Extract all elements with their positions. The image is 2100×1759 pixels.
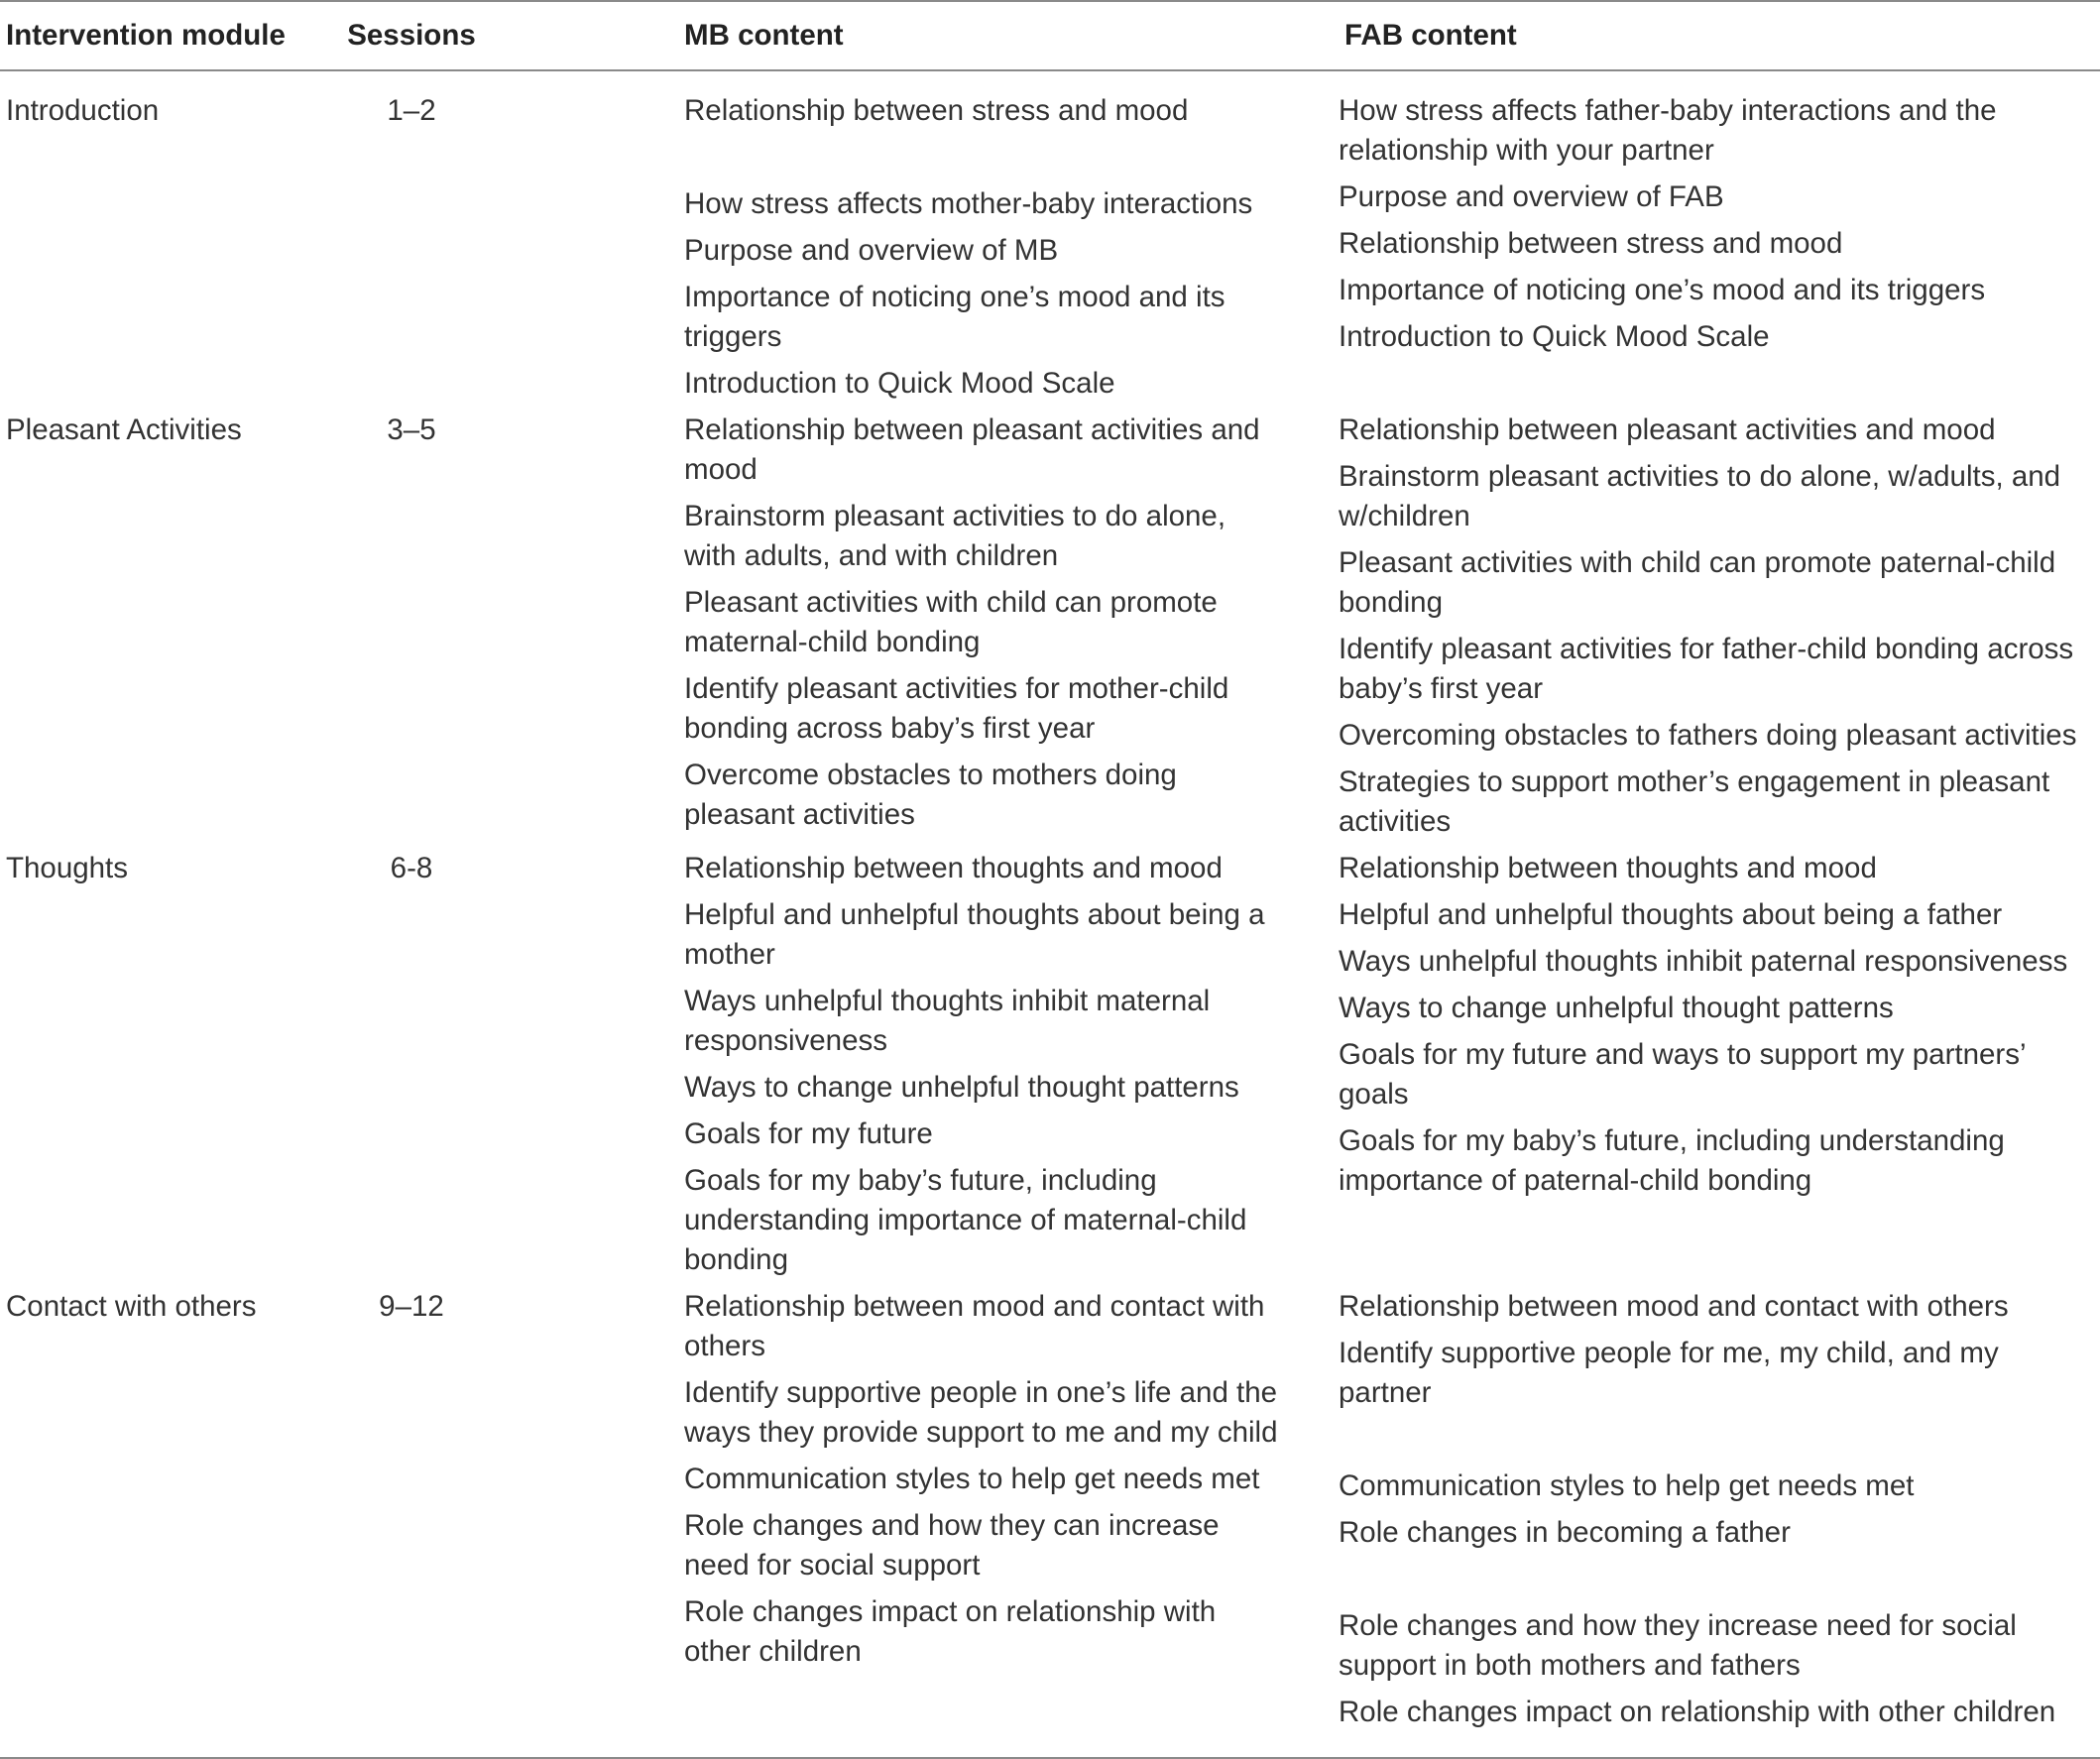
table-row [0, 1287, 2100, 1758]
mb-content-item: Relationship between stress and mood [684, 94, 1189, 127]
fab-content-item: Relationship between mood and contact with others [1339, 1290, 2009, 1323]
fab-content-item: Helpful and unhelpful thoughts about being a father [1339, 898, 2003, 931]
fab-content-item: Relationship between stress and mood [1339, 227, 1843, 260]
mb-content-item: Helpful and unhelpful thoughts about being a mother [684, 898, 1265, 971]
fab-content-item: Pleasant activities with child can promote paternal-child bonding [1339, 546, 2056, 619]
module-name-cell: Thoughts [6, 852, 128, 884]
mb-content-item: Purpose and overview of MB [684, 234, 1059, 267]
mb-content-cell [486, 70, 1339, 410]
module-name-cell: Pleasant Activities [6, 413, 242, 446]
module-name-cell: Introduction [6, 94, 160, 127]
table-row [0, 849, 2100, 1287]
mb-content-item: Role changes impact on relationship with other children [684, 1595, 1217, 1668]
mb-content-item: Communication styles to help get needs met [684, 1463, 1260, 1495]
fab-content-item: Identify pleasant activities for father-child bonding across baby’s first year [1339, 633, 2074, 705]
fab-content-item: Communication styles to help get needs met [1339, 1469, 1915, 1502]
mb-content-item: Brainstorm pleasant activities to do alone, with adults, and with children [684, 500, 1226, 572]
spacer [684, 138, 1279, 177]
mb-content-item: Ways unhelpful thoughts inhibit maternal responsiveness [684, 985, 1211, 1057]
mb-content-item: Goals for my future [684, 1117, 933, 1150]
table-row [0, 70, 2100, 410]
sessions-cell: 9–12 [379, 1290, 444, 1323]
fab-content-cell [1339, 410, 2100, 849]
fab-content-item: Identify supportive people for me, my child, and my partner [1339, 1337, 1999, 1409]
mb-content-item: Introduction to Quick Mood Scale [684, 367, 1115, 400]
fab-content-item: Goals for my future and ways to support my partners’ goals [1339, 1038, 2026, 1111]
fab-content-cell [1339, 1287, 2100, 1758]
mb-content-item: How stress affects mother-baby interactions [684, 187, 1253, 220]
fab-content-item: Goals for my baby’s future, including understanding importance of paternal-child bonding [1339, 1124, 2005, 1197]
header-intervention-module: Intervention module [6, 19, 286, 52]
mb-content-item: Ways to change unhelpful thought patterns [684, 1071, 1239, 1104]
mb-content-item: Overcome obstacles to mothers doing pleasant activities [684, 759, 1177, 831]
mb-content-item: Relationship between thoughts and mood [684, 852, 1223, 884]
fab-content-item: Role changes impact on relationship with other children [1339, 1696, 2056, 1728]
mb-content-item: Identify supportive people in one’s life and the ways they provide support to me and my child [684, 1376, 1278, 1449]
fab-content-item: How stress affects father-baby interactions and the relationship with your partner [1339, 94, 1997, 167]
table-body [0, 70, 2100, 1758]
fab-content-item: Introduction to Quick Mood Scale [1339, 320, 1770, 353]
header-fab-content: FAB content [1344, 19, 1517, 52]
fab-content-item: Relationship between thoughts and mood [1339, 852, 1877, 884]
mb-content-item: Relationship between pleasant activities and mood [684, 413, 1260, 486]
fab-content-item: Overcoming obstacles to fathers doing pleasant activities [1339, 719, 2077, 752]
fab-content-item: Brainstorm pleasant activities to do alone, w/adults, and w/children [1339, 460, 2061, 532]
mb-content-item: Role changes and how they can increase need for social support [684, 1509, 1220, 1582]
fab-content-cell [1339, 849, 2100, 1287]
fab-content-item: Relationship between pleasant activities and mood [1339, 413, 1996, 446]
mb-content-cell [486, 410, 1339, 849]
header-mb-content: MB content [684, 19, 844, 52]
spacer [1339, 1560, 2090, 1599]
fab-content-item: Ways to change unhelpful thought patterns [1339, 992, 1894, 1024]
mb-content-cell [486, 1287, 1339, 1758]
mb-content-item: Relationship between mood and contact with others [684, 1290, 1265, 1362]
mb-content-item: Importance of noticing one’s mood and its triggers [684, 281, 1225, 353]
header-row [0, 1, 2100, 70]
fab-content-item: Ways unhelpful thoughts inhibit paternal responsiveness [1339, 945, 2068, 978]
sessions-cell: 6-8 [390, 852, 433, 884]
fab-content-item: Strategies to support mother’s engagement in pleasant activities [1339, 765, 2050, 838]
mb-content-item: Pleasant activities with child can promote maternal-child bonding [684, 586, 1218, 658]
fab-content-item: Role changes in becoming a father [1339, 1516, 1791, 1549]
fab-content-item: Purpose and overview of FAB [1339, 180, 1724, 213]
mb-content-cell [486, 849, 1339, 1287]
fab-content-item: Importance of noticing one’s mood and its triggers [1339, 274, 1986, 306]
mb-content-item: Identify pleasant activities for mother-child bonding across baby’s first year [684, 672, 1229, 745]
mb-content-item: Goals for my baby’s future, including understanding importance of maternal-child bonding [684, 1164, 1247, 1276]
fab-content-item: Role changes and how they increase need for social support in both mothers and fathers [1339, 1609, 2017, 1682]
fab-content-cell [1339, 70, 2100, 410]
sessions-cell: 1–2 [387, 94, 436, 127]
module-name-cell: Contact with others [6, 1290, 257, 1323]
table-header [0, 1, 2100, 70]
sessions-cell: 3–5 [387, 413, 436, 446]
table-row [0, 410, 2100, 849]
spacer [1339, 1420, 2090, 1460]
header-sessions: Sessions [347, 19, 476, 52]
